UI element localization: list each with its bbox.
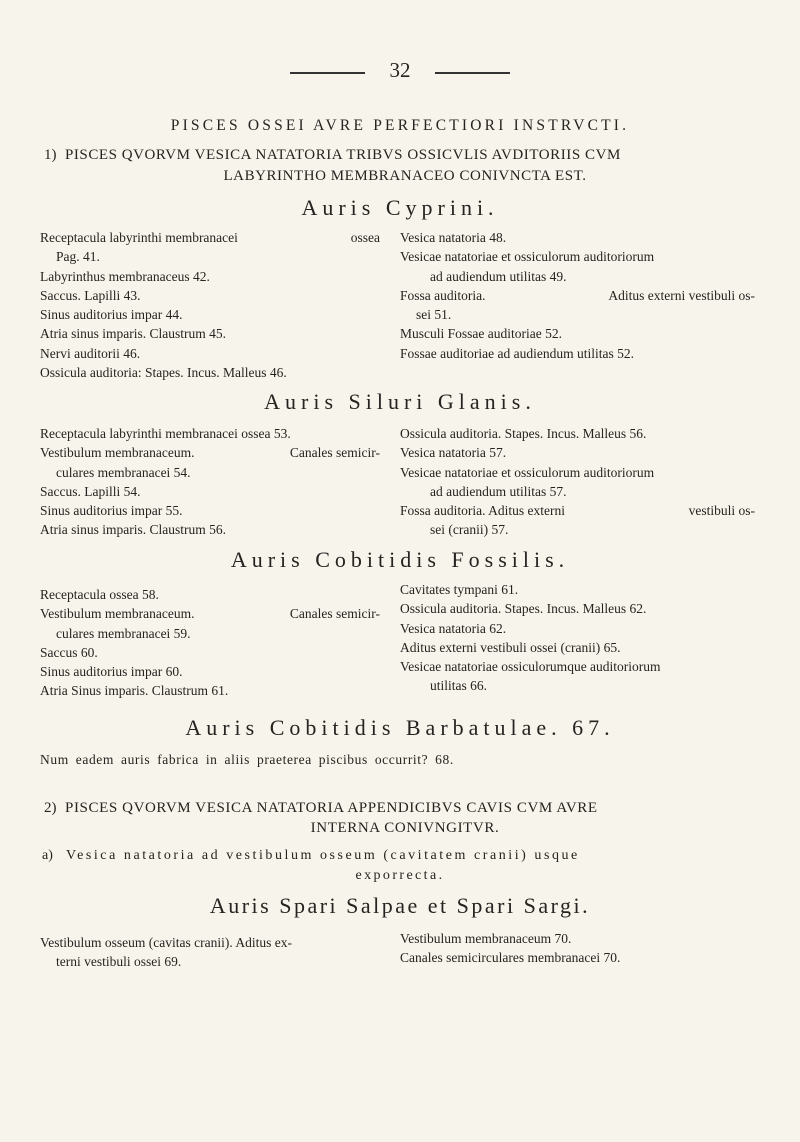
entry-line <box>400 501 755 520</box>
entry-line: Vesicae natatoriae et ossiculorum auditoriorum <box>400 464 655 480</box>
entry-line: Ossicula auditoria. Stapes. Incus. Malleus 62. <box>400 601 647 617</box>
entry-line: utilitas 66. <box>430 678 487 694</box>
page-number-rule-right <box>435 72 510 74</box>
entry-line: ad audiendum utilitas 57. <box>430 483 567 499</box>
entry-line: Receptacula ossea 58. <box>40 587 159 602</box>
entry-line: terni vestibuli ossei 69. <box>56 954 182 970</box>
entry-line: Musculi Fossae auditoriae 52. <box>400 326 562 342</box>
entry-line: Atria Sinus imparis. Claustrum 61. <box>40 683 229 699</box>
spari-right-column <box>400 929 755 968</box>
entry-line: Nervi auditorii 46. <box>40 345 141 361</box>
entry-line: Receptacula labyrinthi membranacei ossea 53. <box>40 426 291 441</box>
entry-line: Ossicula auditoria. Stapes. Incus. Malleus 56. <box>400 426 647 441</box>
entry-line: Vesica natatoria 57. <box>400 445 507 461</box>
entry-line: Vestibulum osseum (cavitas cranii). Aditus ex- <box>40 935 292 950</box>
section-1-title-line1: PISCES QVORVM VESICA NATATORIA TRIBVS OSSICVLIS AVDITORIIS CVM <box>65 147 621 163</box>
barbatulae-question: Num eadem auris fabrica in aliis praeterea piscibus occurrit? 68. <box>40 752 454 767</box>
heading-auris-spari <box>0 893 800 919</box>
entry-line: Ossicula auditoria: Stapes. Incus. Malleus 46. <box>40 365 287 381</box>
entry-text: Vestibulum membranaceum. <box>40 606 195 622</box>
subsection-a-label: a) <box>42 848 53 863</box>
cyprini-left-column <box>40 228 380 382</box>
entry-line: Canales semicirculares membranacei 70. <box>400 950 621 966</box>
entry-line: Atria sinus imparis. Claustrum 56. <box>40 522 226 538</box>
page-number: 32 <box>389 58 411 82</box>
entry-line: ad audiendum utilitas 49. <box>430 268 567 284</box>
subsection-a-line2: exporrecta. <box>355 868 445 883</box>
section-1-number: 1) <box>44 147 57 163</box>
entry-line: Vestibulum membranaceum 70. <box>400 931 572 946</box>
siluri-left-column <box>40 424 380 540</box>
entry-line: Labyrinthus membranaceus 42. <box>40 268 210 284</box>
entry-line: Saccus. Lapilli 43. <box>40 287 141 303</box>
entry-text: ossea <box>350 230 380 245</box>
cobitidis-left-column <box>40 585 380 701</box>
entry-line: culares membranacei 59. <box>56 625 191 641</box>
entry-line <box>40 228 380 247</box>
entry-text: Fossa auditoria. Aditus externi <box>400 503 565 519</box>
entry-line: Cavitates tympani 61. <box>400 582 519 597</box>
entry-text: Receptacula labyrinthi membranacei <box>40 230 238 245</box>
heading-text: Auris Cobitidis Fossilis. <box>230 547 570 572</box>
cyprini-right-column <box>400 228 755 363</box>
siluri-right-column <box>400 424 755 540</box>
entry-line: Saccus. Lapilli 54. <box>40 483 141 499</box>
heading-text: Auris Cyprini. <box>301 195 499 220</box>
heading-auris-siluri-glanis <box>0 389 800 415</box>
entry-line: Fossae auditoriae ad audiendum utilitas 52. <box>400 345 634 361</box>
section-2-number: 2) <box>44 800 57 816</box>
entry-line: Saccus 60. <box>40 644 98 660</box>
entry-line <box>400 286 755 305</box>
spari-left-column <box>40 933 380 972</box>
entry-text: Canales semicir- <box>289 606 380 622</box>
entry-line: sei (cranii) 57. <box>430 522 509 538</box>
heading-auris-cyprini <box>0 195 800 221</box>
entry-line: Sinus auditorius impar 44. <box>40 307 183 323</box>
entry-text: Fossa auditoria. <box>400 287 486 303</box>
heading-auris-cobitidis-fossilis <box>0 547 800 573</box>
section-1-title-line2: LABYRINTHO MEMBRANACEO CONIVNCTA EST. <box>223 168 587 184</box>
entry-line: Pag. 41. <box>56 249 100 265</box>
page-number-rule-left <box>290 72 365 74</box>
running-head: PISCES OSSEI AVRE PERFECTIORI INSTRVCTI. <box>170 117 630 134</box>
cobitidis-right-column <box>400 580 760 696</box>
entry-text: Canales semicir- <box>289 445 380 461</box>
entry-line: Vesica natatoria 62. <box>400 620 507 636</box>
entry-line: Vesica natatoria 48. <box>400 230 507 245</box>
entry-line: Sinus auditorius impar 60. <box>40 664 183 680</box>
section-2-title-line2: INTERNA CONIVNGITVR. <box>310 820 500 836</box>
heading-auris-cobitidis-barbatulae <box>0 715 800 741</box>
entry-text: Vestibulum membranaceum. <box>40 445 195 461</box>
heading-text: Auris Spari Salpae et Spari Sargi. <box>209 893 591 918</box>
heading-text: Auris Cobitidis Barbatulae. 67. <box>185 715 615 740</box>
entry-text: Aditus externi vestibuli os- <box>608 287 755 303</box>
entry-line: sei 51. <box>416 307 452 323</box>
entry-text: vestibuli os- <box>688 503 755 519</box>
entry-line: Aditus externi vestibuli ossei (cranii) 65. <box>400 639 621 655</box>
subsection-a-line1: Vesica natatoria ad vestibulum osseum (cavitatem cranii) usque <box>66 848 580 863</box>
heading-text: Auris Siluri Glanis. <box>264 389 536 414</box>
entry-line: culares membranacei 54. <box>56 464 191 480</box>
section-2-title-line1: PISCES QVORVM VESICA NATATORIA APPENDICIBVS CAVIS CVM AVRE <box>65 800 598 816</box>
entry-line <box>40 604 380 623</box>
entry-line: Vesicae natatoriae et ossiculorum auditoriorum <box>400 249 655 265</box>
entry-line: Atria sinus imparis. Claustrum 45. <box>40 326 226 342</box>
entry-line <box>40 443 380 462</box>
entry-line: Sinus auditorius impar 55. <box>40 503 183 519</box>
entry-line: Vesicae natatoriae ossiculorumque auditoriorum <box>400 659 661 675</box>
